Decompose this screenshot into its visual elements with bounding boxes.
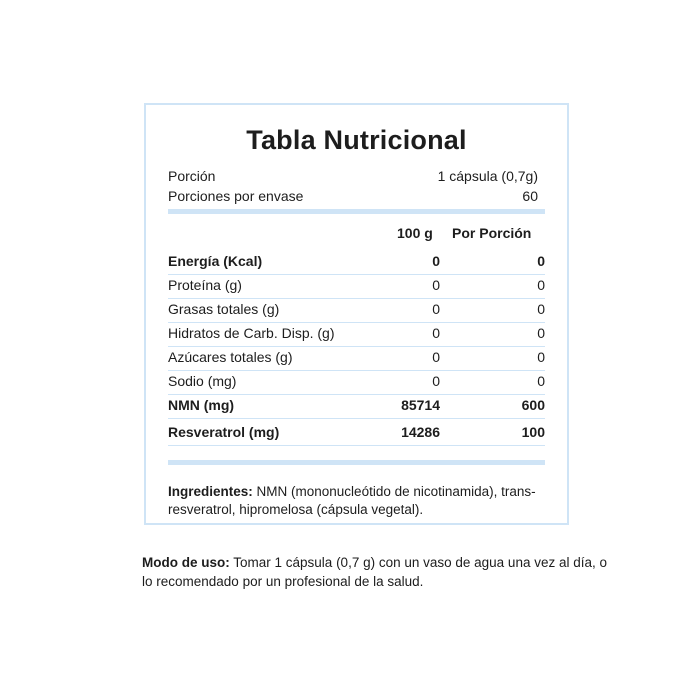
value-100g: 85714 (401, 397, 440, 413)
servings-per-container-value: 60 (522, 188, 538, 204)
value-per-serving: 0 (537, 373, 545, 389)
table-title: Tabla Nutricional (246, 125, 467, 155)
table-row (168, 394, 545, 419)
ingredients-list: NMN (mononucleótido de nicotinamida), trans-resveratrol, hipromelosa (cápsula vegetal). (168, 484, 536, 517)
table-row (168, 274, 545, 299)
value-100g: 0 (432, 349, 440, 365)
nutrient-name: Grasas totales (g) (168, 301, 280, 317)
usage-text: Tomar 1 cápsula (0,7 g) con un vaso de agua una vez al día, o lo recomendado por un profesional de la salud. (142, 555, 608, 589)
value-per-serving: 0 (537, 301, 545, 317)
value-100g: 0 (432, 325, 440, 341)
value-per-serving: 600 (521, 397, 545, 413)
nutrient-name: Energía (Kcal) (168, 253, 263, 269)
column-header-per-serving: Por Porción (452, 225, 532, 241)
nutrient-name: Resveratrol (mg) (168, 424, 280, 440)
value-per-serving: 0 (537, 277, 545, 293)
nutrient-name: Proteína (g) (168, 277, 242, 293)
value-100g: 0 (432, 277, 440, 293)
value-100g: 14286 (401, 424, 440, 440)
serving-value: 1 cápsula (0,7g) (437, 168, 538, 184)
nutrient-name: Azúcares totales (g) (168, 349, 293, 365)
value-100g: 0 (432, 373, 440, 389)
value-per-serving: 0 (537, 349, 545, 365)
value-per-serving: 100 (521, 424, 545, 440)
value-per-serving: 0 (537, 253, 545, 269)
usage-instructions (142, 553, 612, 591)
ingredients-text (168, 483, 558, 519)
servings-per-container-label: Porciones por envase (168, 188, 304, 204)
table-row (168, 421, 545, 446)
serving-label: Porción (168, 168, 216, 184)
nutrient-name: Sodio (mg) (168, 373, 237, 389)
nutrient-name: NMN (mg) (168, 397, 235, 413)
table-row (168, 346, 545, 371)
table-row (168, 322, 545, 347)
value-per-serving: 0 (537, 325, 545, 341)
divider-bar (168, 460, 545, 465)
usage-label: Modo de uso: (142, 555, 230, 570)
ingredients-label: Ingredientes: (168, 484, 253, 499)
table-row (168, 250, 545, 275)
divider-bar (168, 209, 545, 214)
column-header-100g: 100 g (397, 225, 433, 241)
value-100g: 0 (432, 301, 440, 317)
nutrition-table-panel (144, 103, 569, 525)
table-row (168, 370, 545, 395)
value-100g: 0 (432, 253, 440, 269)
table-row (168, 298, 545, 323)
nutrient-name: Hidratos de Carb. Disp. (g) (168, 325, 335, 341)
